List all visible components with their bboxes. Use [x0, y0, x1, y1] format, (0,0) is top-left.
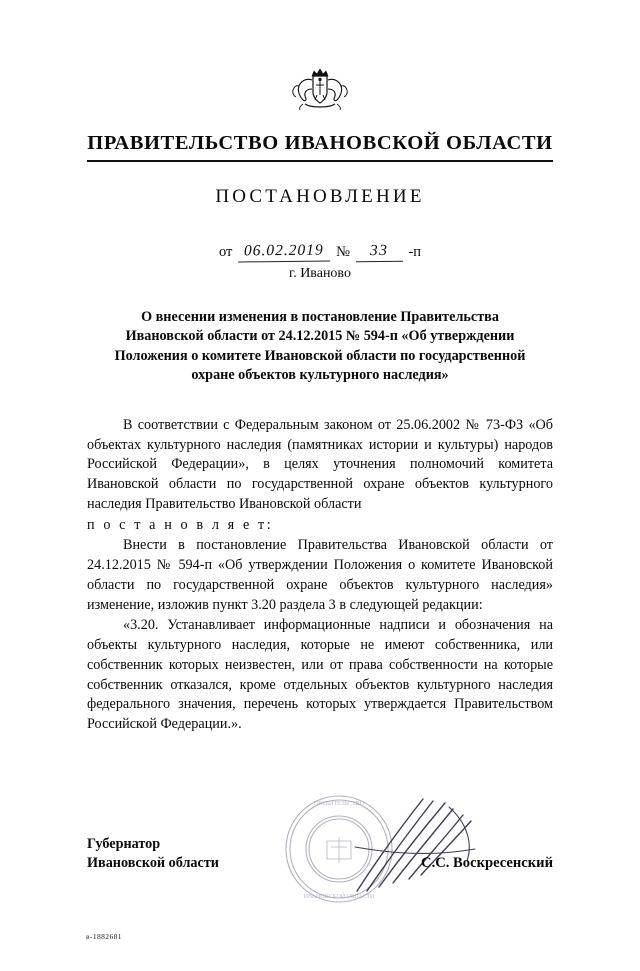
footer-code: в-1882681	[86, 932, 122, 941]
title-divider	[87, 160, 553, 162]
document-meta-line	[0, 242, 640, 262]
date-label: от	[218, 243, 233, 260]
document-page	[0, 66, 640, 971]
svg-text:ИВАНОВСКОЙ ОБЛАСТИ: ИВАНОВСКОЙ ОБЛАСТИ	[303, 893, 375, 900]
date-value: 06.02.2019	[238, 241, 330, 262]
decrees-word: п о с т а н о в л я е т:	[87, 516, 274, 533]
document-subject: О внесении изменения в постановление Правительства Ивановской области от 24.12.2015 № 594-п «Об утверждении Положения о комитете Ивановской области по государственной охране объектов культурного наследия»	[114, 308, 526, 384]
number-value: 33	[356, 241, 403, 261]
signer-position-line1: Губернатор	[87, 835, 161, 852]
body-paragraph-2: Внести в постановление Правительства Ивановской области от 24.12.2015 № 594-п «Об утверждении Положения о комитете Ивановской области по государственной охране объектов культурного наследия» изменение, изложив пункт 3.20 раздела 3 в следующей редакции:	[87, 537, 553, 613]
emblem-container	[0, 66, 640, 114]
signature-area	[87, 793, 553, 913]
svg-text:ПРАВИТЕЛЬСТВО: ПРАВИТЕЛЬСТВО	[313, 800, 365, 807]
signer-name: С.С. Воскресенский	[421, 854, 553, 871]
signer-position-line2: Ивановской области	[87, 854, 219, 871]
number-suffix: -п	[408, 243, 422, 260]
body-paragraph-1: В соответствии с Федеральным законом от 25.06.2002 № 73-ФЗ «Об объектах культурного наследия (памятниках истории и культуры) народов Российской Федерации», в целях уточнения полномочий комитета Ивановской области по государственной охране объектов культурного наследия Правительство Ивановской области	[87, 416, 553, 512]
document-body	[87, 416, 553, 735]
city-label: г. Иваново	[289, 265, 351, 281]
number-label: №	[336, 243, 350, 260]
handwritten-signature-icon	[349, 787, 529, 907]
government-title: ПРАВИТЕЛЬСТВО ИВАНОВСКОЙ ОБЛАСТИ	[87, 132, 553, 154]
body-paragraph-3: «3.20. Устанавливает информационные надписи и обозначения на объекты культурного наследия, которые не имеют собственника, или собственник которых неизвестен, или от права собственности на которые собственник отказался, кроме отдельных объектов культурного наследия федерального значения, перечень которых утверждается Правительством Российской Федерации.».	[87, 617, 553, 732]
signer-position	[87, 835, 219, 873]
document-type: ПОСТАНОВЛЕНИЕ	[215, 185, 425, 207]
coat-of-arms-icon	[283, 66, 357, 114]
